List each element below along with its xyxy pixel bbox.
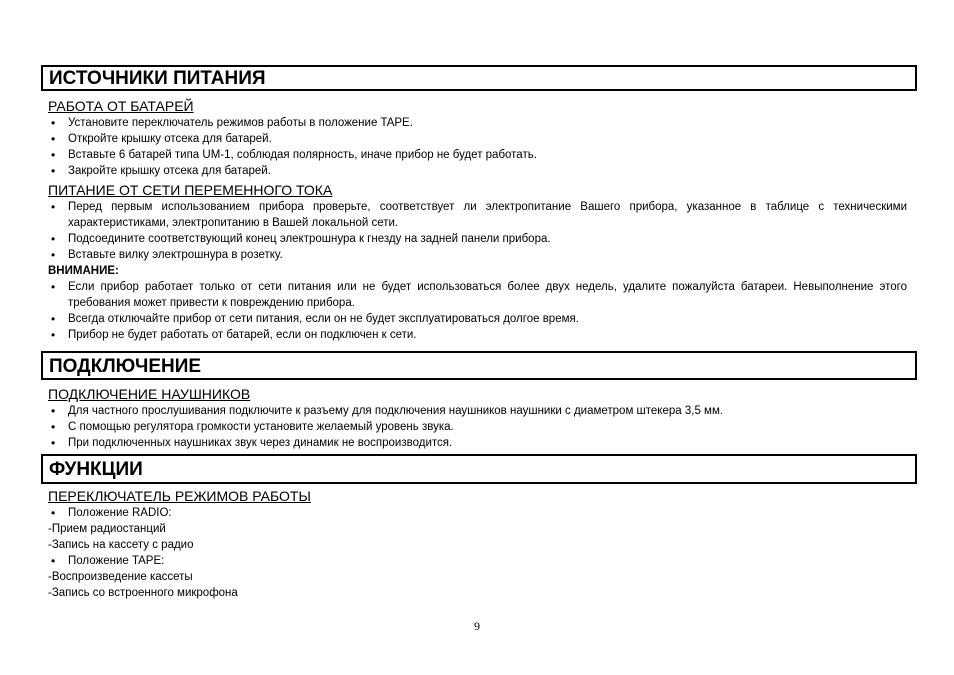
subheading-mode-switch: ПЕРЕКЛЮЧАТЕЛЬ РЕЖИМОВ РАБОТЫ (48, 488, 311, 504)
list-item: • Откройте крышку отсека для батарей. (41, 131, 917, 147)
list-item: • Вставьте 6 батарей типа UM-1, соблюдая полярность, иначе прибор не будет работать. (41, 147, 917, 163)
manual-page (41, 65, 917, 601)
list-item: • Положение TAPE: (41, 553, 917, 569)
tape-mode-list (41, 553, 917, 569)
page-number: 9 (474, 619, 480, 633)
ac-list (41, 199, 917, 263)
warning-list (41, 279, 917, 343)
section-title-power: ИСТОЧНИКИ ПИТАНИЯ (41, 65, 917, 91)
tape-mode-line: -Запись со встроенного микрофона (48, 587, 238, 599)
subheading-battery: РАБОТА ОТ БАТАРЕЙ (48, 98, 194, 114)
list-item: • При подключенных наушниках звук через динамик не воспроизводится. (41, 435, 917, 451)
section-title-connection: ПОДКЛЮЧЕНИЕ (41, 351, 917, 380)
list-item: • Подсоедините соответствующий конец электрошнура к гнезду на задней панели прибора. (41, 231, 917, 247)
list-item: • С помощью регулятора громкости установите желаемый уровень звука. (41, 419, 917, 435)
radio-mode-line: -Прием радиостанций (48, 523, 166, 535)
battery-list (41, 115, 917, 179)
list-item: • Для частного прослушивания подключите к разъему для подключения наушников наушники с диаметром штекера 3,5 мм. (41, 403, 917, 419)
radio-mode-line: -Запись на кассету с радио (48, 539, 194, 551)
list-item: • Прибор не будет работать от батарей, если он подключен к сети. (41, 327, 917, 343)
subheading-headphones: ПОДКЛЮЧЕНИЕ НАУШНИКОВ (48, 386, 251, 402)
headphones-list (41, 403, 917, 451)
list-item: • Вставьте вилку электрошнура в розетку. (41, 247, 917, 263)
radio-mode-list (41, 505, 917, 521)
list-item: • Положение RADIO: (41, 505, 917, 521)
section-title-functions: ФУНКЦИИ (41, 454, 917, 484)
list-item: • Перед первым использованием прибора проверьте, соответствует ли электропитание Вашего прибора, указанное в таблице с техническими характеристиками, электропитанию в Вашей локальной сети. (41, 199, 917, 231)
subheading-ac-power: ПИТАНИЕ ОТ СЕТИ ПЕРЕМЕННОГО ТОКА (48, 182, 333, 198)
list-item: • Установите переключатель режимов работы в положение TAPE. (41, 115, 917, 131)
list-item: • Закройте крышку отсека для батарей. (41, 163, 917, 179)
warning-label: ВНИМАНИЕ: (48, 265, 119, 277)
tape-mode-line: -Воспроизведение кассеты (48, 571, 193, 583)
list-item: • Если прибор работает только от сети питания или не будет использоваться более двух недель, удалите пожалуйста батареи. Невыполнение этого требования может привести к повреждению прибора. (41, 279, 917, 311)
list-item: • Всегда отключайте прибор от сети питания, если он не будет эксплуатироваться долгое время. (41, 311, 917, 327)
